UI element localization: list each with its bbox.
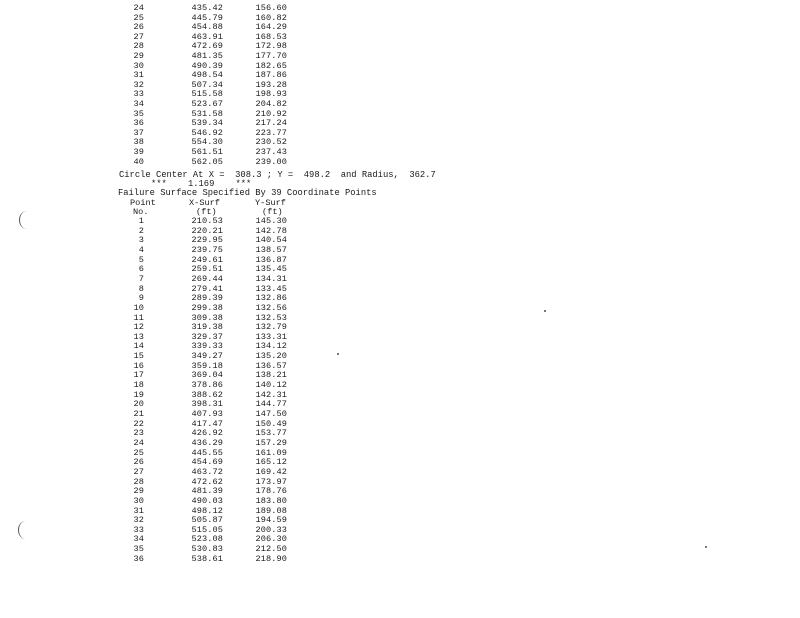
x-surf-value: 299.38	[191, 302, 223, 313]
table-row	[0, 216, 800, 226]
point-number: 13	[133, 331, 144, 342]
table-row	[0, 137, 800, 147]
point-number: 25	[133, 447, 144, 458]
point-number: 29	[133, 486, 144, 497]
header-y-unit: (ft)	[262, 207, 283, 217]
y-surf-value: 230.52	[255, 137, 287, 148]
x-surf-value: 269.44	[191, 273, 223, 284]
y-surf-value: 189.08	[255, 505, 287, 516]
point-number: 23	[133, 428, 144, 439]
point-number: 14	[133, 341, 144, 352]
table-row	[0, 322, 800, 332]
point-number: 4	[138, 244, 144, 255]
point-number: 24	[133, 3, 144, 13]
x-surf-value: 289.39	[191, 293, 223, 304]
y-surf-value: 145.30	[255, 216, 287, 226]
x-surf-value: 426.92	[191, 428, 223, 439]
y-surf-value: 198.93	[255, 89, 287, 100]
x-surf-value: 210.53	[191, 216, 223, 226]
x-surf-value: 507.34	[191, 79, 223, 90]
x-surf-value: 454.69	[191, 457, 223, 468]
point-number: 17	[133, 370, 144, 381]
table-row	[0, 313, 800, 323]
x-surf-value: 538.61	[191, 553, 223, 564]
table-row	[0, 32, 800, 42]
x-surf-value: 339.33	[191, 341, 223, 352]
point-number: 24	[133, 437, 144, 448]
table-row	[0, 22, 800, 32]
y-surf-value: 172.98	[255, 41, 287, 52]
table-row	[0, 534, 800, 544]
y-surf-value: 156.60	[255, 3, 287, 13]
point-number: 34	[133, 99, 144, 109]
table-row	[0, 118, 800, 128]
x-surf-value: 463.91	[191, 31, 223, 42]
x-surf-value: 349.27	[191, 351, 223, 362]
point-number: 40	[133, 156, 144, 167]
point-number: 18	[133, 380, 144, 391]
x-surf-value: 515.58	[191, 89, 223, 100]
x-surf-value: 481.35	[191, 51, 223, 61]
point-number: 2	[138, 225, 144, 236]
y-surf-value: 142.78	[255, 225, 287, 236]
x-surf-value: 319.38	[191, 322, 223, 333]
y-surf-value: 136.57	[255, 360, 287, 371]
y-surf-value: 217.24	[255, 118, 287, 129]
table-row	[0, 332, 800, 342]
y-surf-value: 136.87	[255, 254, 287, 265]
point-number: 39	[133, 147, 144, 157]
x-surf-value: 220.21	[191, 225, 223, 236]
point-number: 1	[138, 216, 144, 226]
x-surf-value: 436.29	[191, 437, 223, 448]
table-row	[0, 428, 800, 438]
x-surf-value: 309.38	[191, 312, 223, 323]
table-row	[0, 448, 800, 458]
point-number: 25	[133, 12, 144, 23]
x-surf-value: 259.51	[191, 264, 223, 275]
y-surf-value: 165.12	[255, 457, 287, 468]
table-row	[0, 284, 800, 294]
point-number: 30	[133, 495, 144, 506]
table-row	[0, 303, 800, 313]
point-number: 12	[133, 322, 144, 333]
y-surf-value: 133.31	[255, 331, 287, 342]
x-surf-value: 445.79	[191, 12, 223, 23]
y-surf-value: 237.43	[255, 147, 287, 157]
table-row	[0, 70, 800, 80]
x-surf-value: 562.05	[191, 156, 223, 167]
table-row	[0, 515, 800, 525]
y-surf-value: 204.82	[255, 99, 287, 109]
table-row	[0, 409, 800, 419]
point-number: 21	[133, 409, 144, 419]
point-number: 35	[133, 544, 144, 555]
table-row	[0, 51, 800, 61]
y-surf-value: 200.33	[255, 524, 287, 535]
y-surf-value: 147.50	[255, 409, 287, 419]
x-surf-value: 249.61	[191, 254, 223, 265]
table-row	[0, 380, 800, 390]
point-number: 26	[133, 22, 144, 33]
y-surf-value: 132.56	[255, 302, 287, 313]
y-surf-value: 173.97	[255, 476, 287, 487]
x-surf-value: 445.55	[191, 447, 223, 458]
x-surf-value: 229.95	[191, 235, 223, 246]
x-surf-value: 239.75	[191, 244, 223, 255]
y-surf-value: 193.28	[255, 79, 287, 90]
x-surf-value: 359.18	[191, 360, 223, 371]
x-surf-value: 407.93	[191, 409, 223, 419]
y-surf-value: 218.90	[255, 553, 287, 564]
y-surf-value: 142.31	[255, 389, 287, 400]
table-row	[0, 41, 800, 51]
y-surf-value: 183.80	[255, 495, 287, 506]
point-number: 7	[138, 273, 144, 284]
y-surf-value: 168.53	[255, 31, 287, 42]
y-surf-value: 160.82	[255, 12, 287, 23]
y-surf-value: 239.00	[255, 156, 287, 167]
y-surf-value: 150.49	[255, 418, 287, 429]
y-surf-value: 164.29	[255, 22, 287, 33]
table-row	[0, 89, 800, 99]
table-row	[0, 109, 800, 119]
x-surf-value: 490.39	[191, 60, 223, 71]
header-y-surf: Y-Surf	[255, 198, 286, 208]
table-row	[0, 370, 800, 380]
x-surf-value: 554.30	[191, 137, 223, 148]
y-surf-value: 144.77	[255, 399, 287, 410]
table-row	[0, 438, 800, 448]
table-row	[0, 235, 800, 245]
table-row	[0, 293, 800, 303]
point-number: 5	[138, 254, 144, 265]
x-surf-value: 388.62	[191, 389, 223, 400]
point-number: 19	[133, 389, 144, 400]
table-row	[0, 554, 800, 564]
table-row	[0, 477, 800, 487]
table-row	[0, 544, 800, 554]
failure-surface-title: Failure Surface Specified By 39 Coordinate Points	[118, 188, 377, 198]
point-number: 16	[133, 360, 144, 371]
table-row	[0, 80, 800, 90]
point-number: 35	[133, 108, 144, 119]
point-number: 31	[133, 505, 144, 516]
table-row	[0, 351, 800, 361]
table-row	[0, 506, 800, 516]
point-number: 33	[133, 524, 144, 535]
x-surf-value: 472.62	[191, 476, 223, 487]
point-number: 28	[133, 476, 144, 487]
x-surf-value: 481.39	[191, 486, 223, 497]
point-number: 15	[133, 351, 144, 362]
header-x-surf: X-Surf	[189, 198, 220, 208]
table-row	[0, 361, 800, 371]
point-number: 27	[133, 31, 144, 42]
x-surf-value: 329.37	[191, 331, 223, 342]
x-surf-value: 523.08	[191, 534, 223, 545]
circle-center-line: Circle Center At X = 308.3 ; Y = 498.2 and Radius, 362.7	[119, 170, 436, 180]
x-surf-value: 561.51	[191, 147, 223, 157]
x-surf-value: 398.31	[191, 399, 223, 410]
point-number: 27	[133, 466, 144, 477]
table-row	[0, 3, 800, 13]
x-surf-value: 435.42	[191, 3, 223, 13]
table-row	[0, 467, 800, 477]
y-surf-value: 135.45	[255, 264, 287, 275]
y-surf-value: 194.59	[255, 515, 287, 526]
point-number: 22	[133, 418, 144, 429]
point-number: 8	[138, 283, 144, 294]
table-row	[0, 128, 800, 138]
table-row	[0, 245, 800, 255]
y-surf-value: 138.57	[255, 244, 287, 255]
point-number: 30	[133, 60, 144, 71]
x-surf-value: 279.41	[191, 283, 223, 294]
point-number: 36	[133, 553, 144, 564]
x-surf-value: 546.92	[191, 127, 223, 138]
point-number: 37	[133, 127, 144, 138]
x-surf-value: 530.83	[191, 544, 223, 555]
table-row	[0, 486, 800, 496]
table-row	[0, 147, 800, 157]
table-row	[0, 399, 800, 409]
y-surf-value: 140.12	[255, 380, 287, 391]
point-number: 26	[133, 457, 144, 468]
y-surf-value: 132.86	[255, 293, 287, 304]
y-surf-value: 132.53	[255, 312, 287, 323]
x-surf-value: 463.72	[191, 466, 223, 477]
x-surf-value: 498.54	[191, 70, 223, 81]
point-number: 28	[133, 41, 144, 52]
y-surf-value: 161.09	[255, 447, 287, 458]
header-point-no: No.	[133, 207, 149, 217]
table-row	[0, 255, 800, 265]
y-surf-value: 210.92	[255, 108, 287, 119]
y-surf-value: 178.76	[255, 486, 287, 497]
table-row	[0, 525, 800, 535]
y-surf-value: 177.70	[255, 51, 287, 61]
point-number: 38	[133, 137, 144, 148]
table-row	[0, 157, 800, 167]
y-surf-value: 157.29	[255, 437, 287, 448]
point-number: 10	[133, 302, 144, 313]
point-number: 34	[133, 534, 144, 545]
point-number: 33	[133, 89, 144, 100]
x-surf-value: 378.86	[191, 380, 223, 391]
x-surf-value: 454.88	[191, 22, 223, 33]
x-surf-value: 505.87	[191, 515, 223, 526]
table-row	[0, 13, 800, 23]
y-surf-value: 206.30	[255, 534, 287, 545]
point-number: 9	[138, 293, 144, 304]
table-row	[0, 61, 800, 71]
table-row	[0, 390, 800, 400]
y-surf-value: 187.86	[255, 70, 287, 81]
point-number: 3	[138, 235, 144, 246]
point-number: 20	[133, 399, 144, 410]
point-number: 36	[133, 118, 144, 129]
table-row	[0, 99, 800, 109]
point-number: 11	[133, 312, 144, 323]
point-number: 32	[133, 79, 144, 90]
x-surf-value: 515.05	[191, 524, 223, 535]
table-row	[0, 274, 800, 284]
table-row	[0, 341, 800, 351]
y-surf-value: 138.21	[255, 370, 287, 381]
x-surf-value: 490.03	[191, 495, 223, 506]
factor-of-safety-line: *** 1.169 ***	[151, 179, 252, 189]
header-point: Point	[130, 198, 156, 208]
y-surf-value: 223.77	[255, 127, 287, 138]
y-surf-value: 153.77	[255, 428, 287, 439]
x-surf-value: 369.04	[191, 370, 223, 381]
y-surf-value: 169.42	[255, 466, 287, 477]
table-row	[0, 419, 800, 429]
x-surf-value: 472.69	[191, 41, 223, 52]
y-surf-value: 182.65	[255, 60, 287, 71]
x-surf-value: 498.12	[191, 505, 223, 516]
y-surf-value: 132.79	[255, 322, 287, 333]
point-number: 29	[133, 51, 144, 61]
x-surf-value: 539.34	[191, 118, 223, 129]
x-surf-value: 531.58	[191, 108, 223, 119]
y-surf-value: 135.20	[255, 351, 287, 362]
y-surf-value: 134.12	[255, 341, 287, 352]
y-surf-value: 134.31	[255, 273, 287, 284]
point-number: 31	[133, 70, 144, 81]
header-x-unit: (ft)	[196, 207, 217, 217]
x-surf-value: 523.67	[191, 99, 223, 109]
point-number: 6	[138, 264, 144, 275]
x-surf-value: 417.47	[191, 418, 223, 429]
y-surf-value: 212.50	[255, 544, 287, 555]
table-row	[0, 457, 800, 467]
table-row	[0, 496, 800, 506]
table-row	[0, 264, 800, 274]
y-surf-value: 140.54	[255, 235, 287, 246]
y-surf-value: 133.45	[255, 283, 287, 294]
point-number: 32	[133, 515, 144, 526]
table-row	[0, 226, 800, 236]
